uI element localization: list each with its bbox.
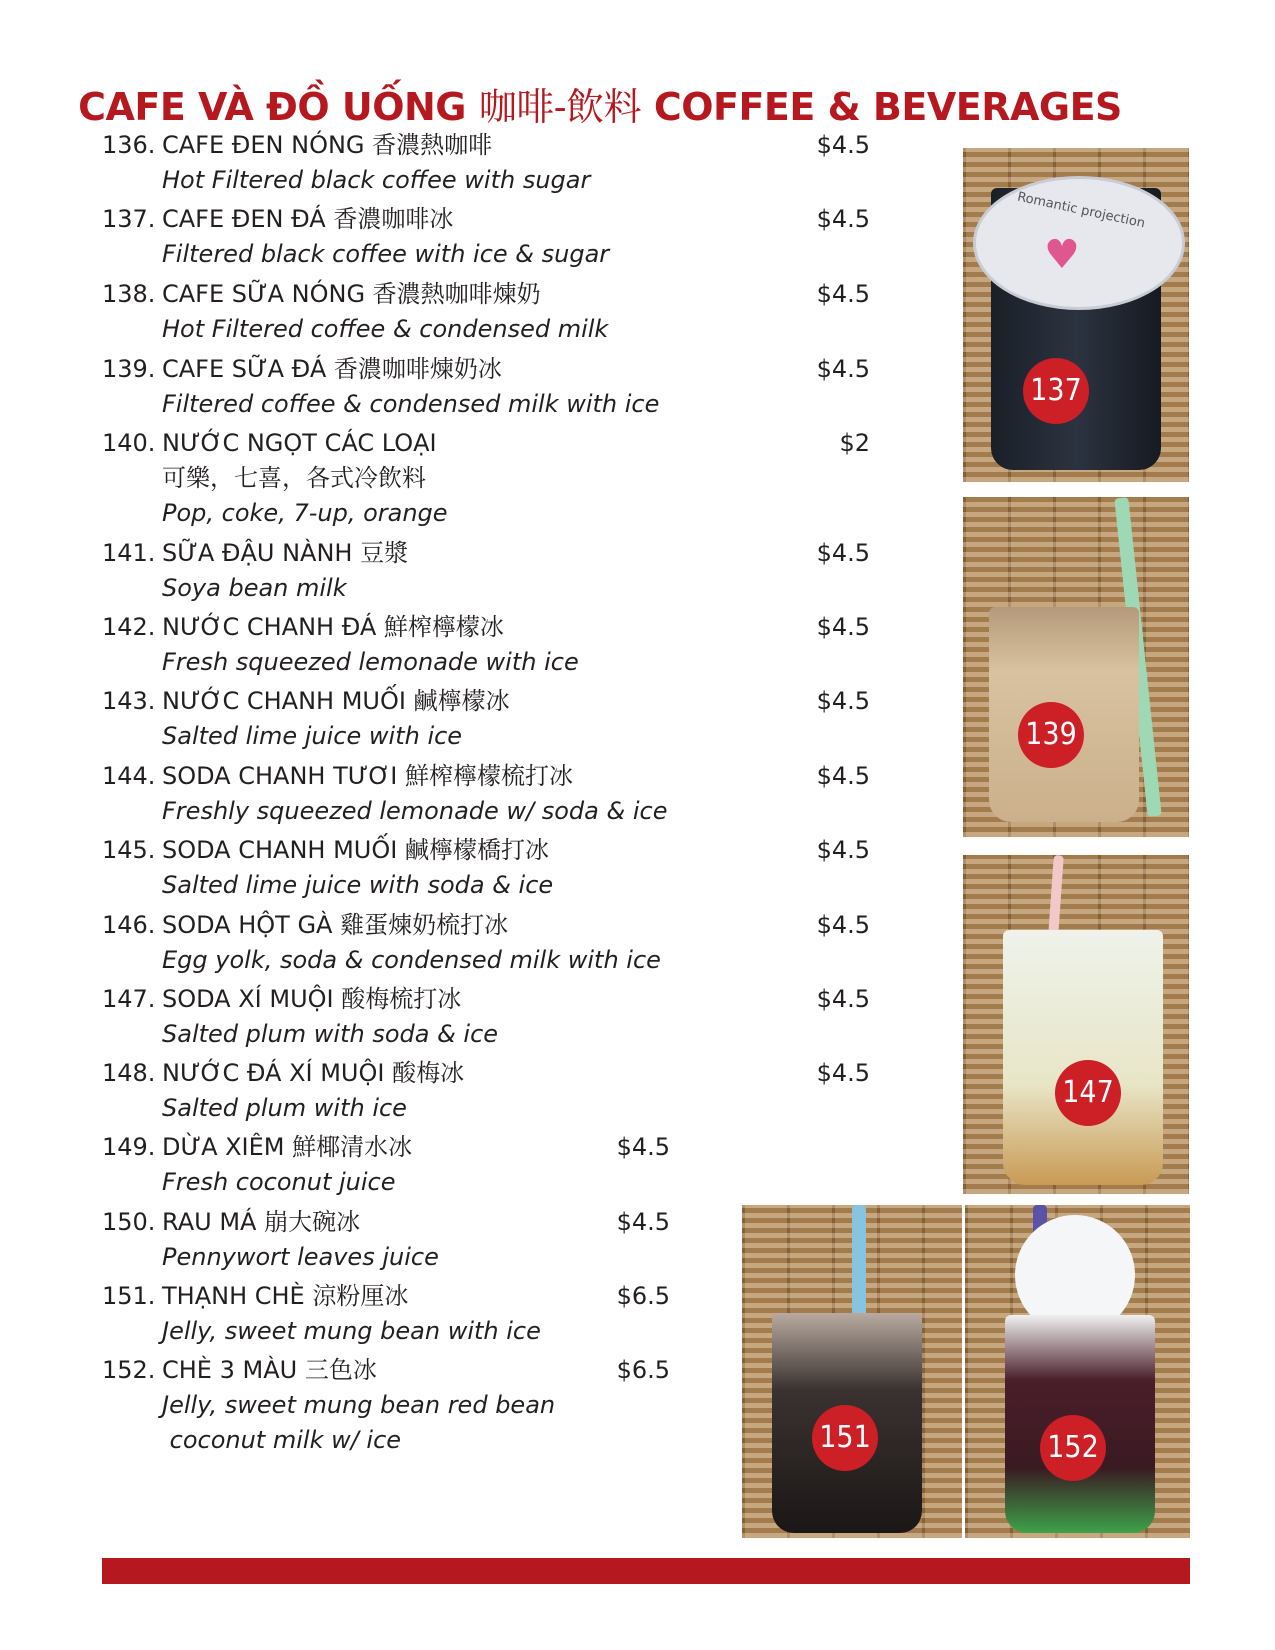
menu-item-143 [102,684,510,754]
item-description: Jelly, sweet mung bean red bean [162,1391,556,1419]
item-price: $4.5 [816,355,870,383]
item-price: $4.5 [816,762,870,790]
item-name: NƯỚC CHANH ĐÁ 鮮榨檸檬冰 [162,613,504,641]
plum-soda-cup [1003,930,1163,1185]
photo-badge: 152 [1040,1415,1106,1481]
item-price: $4.5 [816,985,870,1013]
item-description: Salted plum with ice [162,1094,407,1122]
item-number: 145. [102,836,156,864]
photo-item-147 [963,855,1189,1194]
item-description: Hot Filtered coffee & condensed milk [162,315,609,343]
menu-item-137 [102,202,609,272]
item-price: $4.5 [816,687,870,715]
item-price: $4.5 [616,1133,670,1161]
item-description: Egg yolk, soda & condensed milk with ice [162,946,661,974]
item-description: Filtered black coffee with ice & sugar [162,240,610,268]
item-price: $4.5 [816,1059,870,1087]
menu-item-151 [102,1279,541,1349]
item-number: 136. [102,131,156,159]
item-description: Freshly squeezed lemonade w/ soda & ice [162,797,668,825]
menu-item-138 [102,277,608,347]
item-number: 142. [102,613,156,641]
item-description: Salted lime juice with ice [162,722,463,750]
item-description: Jelly, sweet mung bean with ice [162,1317,541,1345]
heart-icon: ♥ [1044,232,1080,278]
photo-item-151 [742,1205,962,1538]
item-description: Pennywort leaves juice [162,1243,439,1271]
menu-item-142 [102,610,579,680]
item-name-chinese: 可樂，七喜，各式冷飲料 [162,464,426,492]
cup-lid-seal [973,176,1185,310]
item-name: CAFE SỮA NÓNG 香濃熱咖啡煉奶 [162,280,541,308]
photo-item-139 [963,497,1189,837]
page-title [0,76,1200,131]
item-price: $4.5 [816,613,870,641]
title-chinese: 咖啡-飲料 [478,85,642,129]
lid-text: Romantic projection [1015,189,1147,232]
photo-badge: 137 [1023,358,1089,424]
item-description: Filtered coffee & condensed milk with ice [162,390,660,418]
item-price: $4.5 [816,205,870,233]
item-number: 141. [102,539,156,567]
item-price: $4.5 [816,539,870,567]
photo-item-137 [963,148,1189,482]
item-name: NƯỚC NGỌT CÁC LOẠI [162,429,437,457]
item-number: 147. [102,985,156,1013]
item-description: Pop, coke, 7-up, orange [162,499,448,527]
item-number: 139. [102,355,156,383]
photo-item-152 [965,1205,1190,1538]
item-price: $6.5 [616,1356,670,1384]
item-name: SODA CHANH TƯƠI 鮮榨檸檬梳打冰 [162,762,573,790]
item-price: $4.5 [816,836,870,864]
item-name: NƯỚC ĐÁ XÍ MUỘI 酸梅冰 [162,1059,465,1087]
item-description: Fresh coconut juice [162,1168,396,1196]
menu-item-146 [102,908,661,978]
item-number: 146. [102,911,156,939]
item-price: $4.5 [816,280,870,308]
item-name: THẠNH CHÈ 涼粉厘冰 [162,1282,409,1310]
item-name: SODA CHANH MUỐI 鹹檸檬橋打冰 [162,836,549,864]
item-name: SỮA ĐẬU NÀNH 豆漿 [162,539,409,567]
menu-item-150 [102,1205,439,1275]
item-name: SODA HỘT GÀ 雞蛋煉奶梳打冰 [162,911,509,939]
menu-item-145 [102,833,553,903]
item-number: 143. [102,687,156,715]
footer-bar [102,1558,1190,1584]
menu-item-144 [102,759,667,829]
photo-badge: 139 [1018,702,1084,768]
item-name: CAFE ĐEN ĐÁ 香濃咖啡冰 [162,205,454,233]
item-number: 144. [102,762,156,790]
menu-item-152 [102,1353,555,1458]
item-description-continued: coconut milk w/ ice [162,1426,402,1454]
item-number: 137. [102,205,156,233]
title-english: COFFEE & BEVERAGES [653,85,1122,129]
photo-badge: 151 [812,1405,878,1471]
item-number: 140. [102,429,156,457]
item-price: $4.5 [616,1208,670,1236]
item-name: CAFE SỮA ĐÁ 香濃咖啡煉奶冰 [162,355,502,383]
item-name: CHÈ 3 MÀU 三色冰 [162,1356,377,1384]
item-description: Fresh squeezed lemonade with ice [162,648,579,676]
menu-item-148 [102,1056,464,1126]
item-number: 138. [102,280,156,308]
item-description: Salted lime juice with soda & ice [162,871,554,899]
item-price: $6.5 [616,1282,670,1310]
item-name: DỪA XIÊM 鮮椰清水冰 [162,1133,413,1161]
menu-item-139 [102,352,659,422]
item-name: SODA XÍ MUỘI 酸梅梳打冰 [162,985,462,1013]
menu-item-140 [102,426,448,531]
item-description: Soya bean milk [162,574,347,602]
item-price: $4.5 [816,131,870,159]
title-vietnamese: CAFE VÀ ĐỒ UỐNG [78,85,466,129]
item-number: 152. [102,1356,156,1384]
item-name: CAFE ĐEN NÓNG 香濃熱咖啡 [162,131,493,159]
item-number: 149. [102,1133,156,1161]
item-name: NƯỚC CHANH MUỐI 鹹檸檬冰 [162,687,510,715]
item-number: 150. [102,1208,156,1236]
item-price: $2 [839,429,870,457]
item-price: $4.5 [816,911,870,939]
menu-item-149 [102,1130,412,1200]
item-description: Salted plum with soda & ice [162,1020,499,1048]
menu-item-136 [102,128,590,198]
item-description: Hot Filtered black coffee with sugar [162,166,591,194]
item-name: RAU MÁ 崩大碗冰 [162,1208,361,1236]
menu-item-147 [102,982,498,1052]
item-number: 151. [102,1282,156,1310]
photo-badge: 147 [1055,1060,1121,1126]
menu-item-141 [102,536,408,606]
item-number: 148. [102,1059,156,1087]
